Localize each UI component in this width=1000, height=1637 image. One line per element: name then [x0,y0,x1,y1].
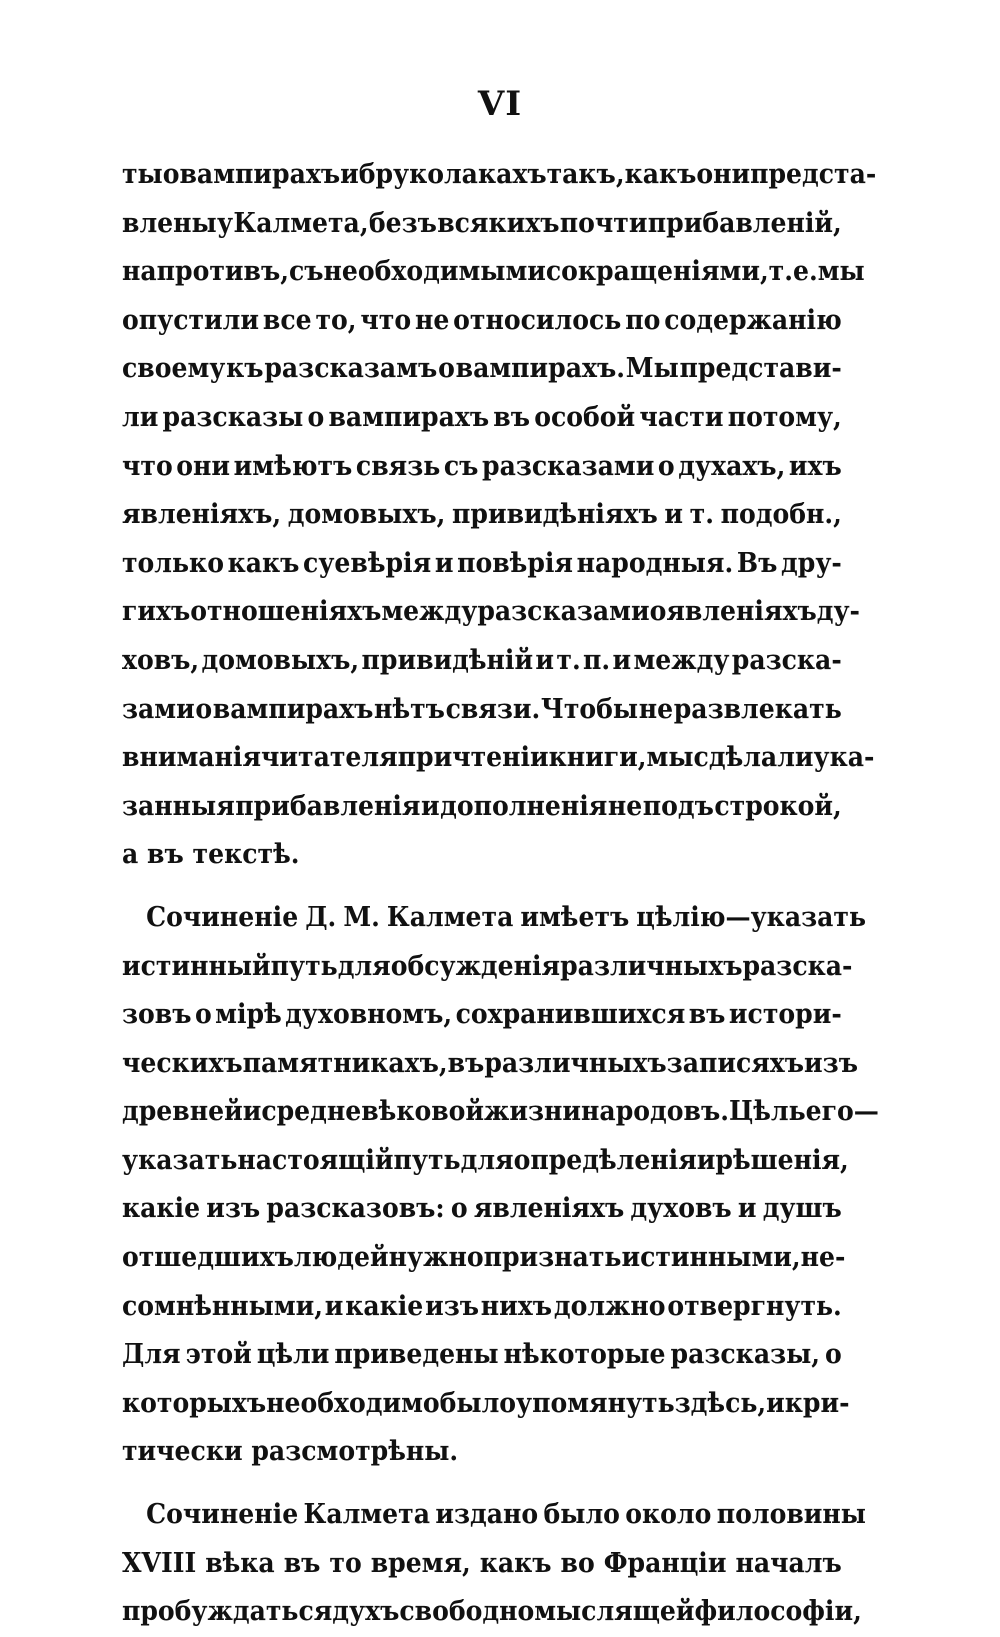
word: своему [122,353,226,385]
word: и [434,547,454,579]
word: истинный [122,950,271,982]
text-line [122,1331,842,1380]
text-line [122,491,842,540]
word: о [649,596,667,628]
word: около [625,1499,712,1531]
word: нужно [388,1242,484,1274]
word: Сочиненіе [146,901,299,933]
word: привидѣній [361,644,534,676]
word: народныя. [576,547,734,579]
word: обсужденія [390,950,561,982]
word: содержанію [664,304,842,336]
word: они [176,450,231,482]
word: Франціи [603,1547,727,1579]
word: въ [493,401,531,433]
text-line [122,248,865,297]
word: было [439,1387,517,1419]
word: въ [447,1047,485,1079]
word: какъ [227,547,300,579]
word: о [438,353,455,385]
text-line [122,1137,849,1186]
word: средневѣковой [261,1096,485,1128]
word: началъ [735,1547,842,1579]
word: нѣкоторые [503,1339,666,1371]
word: сохранившихся [455,999,686,1031]
word: здѣсь, [674,1387,767,1419]
word: а [122,839,139,871]
text-line [122,588,860,637]
text-line [122,151,877,200]
word: у [216,207,234,239]
word: о [194,999,212,1031]
word: ческихъ [122,1047,243,1079]
text-line [122,894,866,943]
word: XVIII [122,1547,197,1579]
word: прибавленій, [647,207,842,239]
word: мы [817,256,865,288]
word: то, [315,304,357,336]
word: особой [534,401,636,433]
word: для [460,1144,514,1176]
word: ты [122,159,163,190]
word: какіе [122,1193,201,1225]
word: этой [185,1339,252,1371]
word: между [633,644,730,676]
text-line [122,394,842,443]
word: чтеніи [452,742,549,774]
word: Мы [625,353,679,385]
word: о [825,1339,842,1371]
word: вампирахъ. [455,353,625,385]
word: влены [122,207,217,239]
word: разсмотрѣны. [251,1436,459,1468]
word: повѣрія [457,547,573,579]
text-line [122,1283,842,1332]
text-line [122,1540,842,1589]
word: т. [768,256,793,288]
word: читателя [261,742,398,774]
word: строкой, [714,790,842,822]
word: сокращеніями, [545,256,769,288]
text-line [122,1428,842,1477]
text-line [122,1185,842,1234]
text-line [122,637,842,686]
word: вампирахъ [179,159,341,190]
text-line [122,1491,866,1540]
word: и [535,644,555,676]
word: что [360,304,412,336]
word: Калмета, [233,207,369,239]
word: опустили [122,304,260,336]
word: зами [122,693,195,725]
word: должно [553,1290,666,1322]
word: Для [122,1339,181,1371]
word: разсказы, [670,1339,821,1371]
word: различныхъ [484,1047,667,1079]
word: духовъ [630,1193,732,1225]
text-line [122,1380,850,1429]
word: подобн., [720,499,842,531]
word: при [397,742,453,774]
text-line [122,734,875,783]
word: его— [805,1096,879,1128]
word: привидѣніяхъ [452,499,658,531]
word: что [122,450,173,482]
word: было [543,1499,620,1531]
word: только [122,547,224,579]
word: прибавленія [235,790,421,822]
word: къ [226,353,264,385]
word: представи- [679,353,842,385]
word: какіе [345,1290,424,1322]
word: тически [122,1436,243,1468]
word: какъ [624,159,697,190]
word: рѣшенія, [715,1144,849,1176]
paragraph-3 [122,1491,866,1637]
word: безъ [368,207,437,239]
body-text [122,151,879,1637]
word: занныя [122,790,235,822]
word: почти [559,207,648,239]
word: о [162,159,180,190]
word: настоящій [237,1144,394,1176]
word: которыхъ [122,1387,267,1419]
word: время, [370,1547,471,1579]
word: всякихъ [437,207,560,239]
word: отношеніяхъ [190,596,382,628]
word: о [195,693,213,725]
word: связи. [445,693,541,725]
word: явленіяхъ [666,596,817,628]
word: Въ [736,547,778,579]
word: памятникахъ, [242,1047,448,1079]
word: бруколакахъ [358,159,547,190]
word: сомнѣнными, [122,1290,323,1322]
word: разсказами [482,450,655,482]
word: духъ [332,1596,400,1628]
word: мы [646,742,694,774]
word: изъ [425,1290,480,1322]
text-line [122,943,853,992]
text-line [122,686,842,735]
word: приведены [334,1339,499,1371]
text-line [122,443,842,492]
word: между [381,596,478,628]
word: Калмета [386,901,514,933]
word: явленіяхъ [473,1193,625,1225]
word: ука- [813,742,875,774]
word: сдѣлали [693,742,814,774]
word: Д. [305,901,337,933]
word: дру- [781,547,842,579]
word: разсказами [477,596,650,628]
word: записяхъ [666,1047,805,1079]
word: изъ [206,1193,261,1225]
word: т. [689,499,714,531]
word: во [560,1547,595,1579]
word: напротивъ, [122,256,289,288]
word: для [337,950,391,982]
word: связь [355,450,441,482]
word: необходимо [266,1387,440,1419]
word: истинными, [621,1242,801,1274]
word: въ [283,1547,321,1579]
word: съ [288,256,324,288]
word: дополненія [440,790,608,822]
word: не- [800,1242,846,1274]
word: ихъ [788,450,842,482]
word: разсказовъ: [266,1193,445,1225]
word: о [307,401,325,433]
word: имѣютъ [233,450,353,482]
word: п. [583,644,611,676]
word: не [414,304,450,336]
text-line [122,991,842,1040]
word: вниманія [122,742,262,774]
word: и [421,790,440,822]
word: подъ [642,790,714,822]
word: такъ, [546,159,625,190]
text-line [122,1040,858,1089]
word: путь [393,1144,461,1176]
word: цѣли [256,1339,330,1371]
word: развлекать [673,693,842,725]
word: относилось [453,304,622,336]
word: и [664,499,684,531]
word: и [766,1387,785,1419]
word: вампирахъ [212,693,374,725]
word: народовъ. [581,1096,729,1128]
word: явленіяхъ, [122,499,282,531]
word: разска- [731,644,842,676]
word: и [737,1193,757,1225]
word: суевѣрія [303,547,432,579]
word: не [607,790,643,822]
text-line [122,200,842,249]
word: издано [435,1499,539,1531]
word: признать [483,1242,622,1274]
word: ли [122,401,159,433]
word: философіи, [694,1596,862,1628]
word: предста- [750,159,877,190]
word: истори- [728,999,842,1031]
word: духахъ, [678,450,786,482]
word: душъ [762,1193,842,1225]
word: домовыхъ, [287,499,446,531]
word: отшедшихъ [122,1242,294,1274]
word: духовномъ, [285,999,453,1031]
word: цѣлію—указать [636,901,866,933]
word: ду- [816,596,860,628]
text-line [122,831,842,880]
word: путь [270,950,338,982]
word: о [450,1193,468,1225]
word: Цѣль [728,1096,806,1128]
word: упомянуть [516,1387,675,1419]
text-line [122,1234,846,1283]
word: разсказамъ [264,353,438,385]
text-line [122,540,842,589]
word: разска- [742,950,853,982]
word: опредѣленія [513,1144,697,1176]
word: вѣка [205,1547,275,1579]
word: вампирахъ [328,401,490,433]
word: половины [716,1499,866,1531]
word: въ [147,839,184,871]
word: имѣетъ [520,901,630,933]
word: разсказы [162,401,304,433]
paragraph-2 [122,894,879,1477]
page-number: VI [477,84,523,124]
word: Сочиненіе [146,1499,299,1531]
word: съ [443,450,479,482]
paragraph-1 [122,151,877,880]
word: то [329,1547,362,1579]
word: все [262,304,312,336]
word: свободномыслящей [399,1596,695,1628]
word: и [696,1144,716,1176]
word: по [625,304,661,336]
word: жизни [484,1096,582,1128]
text-line [122,345,842,394]
word: изъ [804,1047,858,1079]
word: т. [556,644,581,676]
word: зовъ [122,999,192,1031]
word: и [340,159,359,190]
word: людей [293,1242,389,1274]
text-line [122,297,842,346]
word: и [324,1290,344,1322]
word: ховъ, [122,644,200,676]
word: и [242,1096,262,1128]
word: отвергнуть. [667,1290,842,1322]
word: необходимыми [323,256,546,288]
word: гихъ [122,596,191,628]
word: книги, [548,742,647,774]
word: кри- [784,1387,850,1419]
word: Чтобы [540,693,639,725]
word: различныхъ [560,950,743,982]
word: мірѣ [215,999,282,1031]
word: Калмета [303,1499,430,1531]
word: не [638,693,674,725]
word: е. [792,256,818,288]
word: текстѣ. [192,839,300,871]
text-line [122,1588,862,1637]
word: о [657,450,675,482]
word: нихъ [480,1290,553,1322]
word: древней [122,1096,243,1128]
word: указать [122,1144,238,1176]
word: М. [343,901,380,933]
word: и [612,644,632,676]
word: въ [688,999,726,1031]
word: части [639,401,724,433]
text-line [122,1088,879,1137]
word: потому, [727,401,842,433]
word: домовыхъ, [201,644,360,676]
word: какъ [479,1547,552,1579]
text-line [122,783,842,832]
word: пробуждаться [122,1596,333,1628]
word: они [696,159,751,190]
word: нѣтъ [374,693,445,725]
